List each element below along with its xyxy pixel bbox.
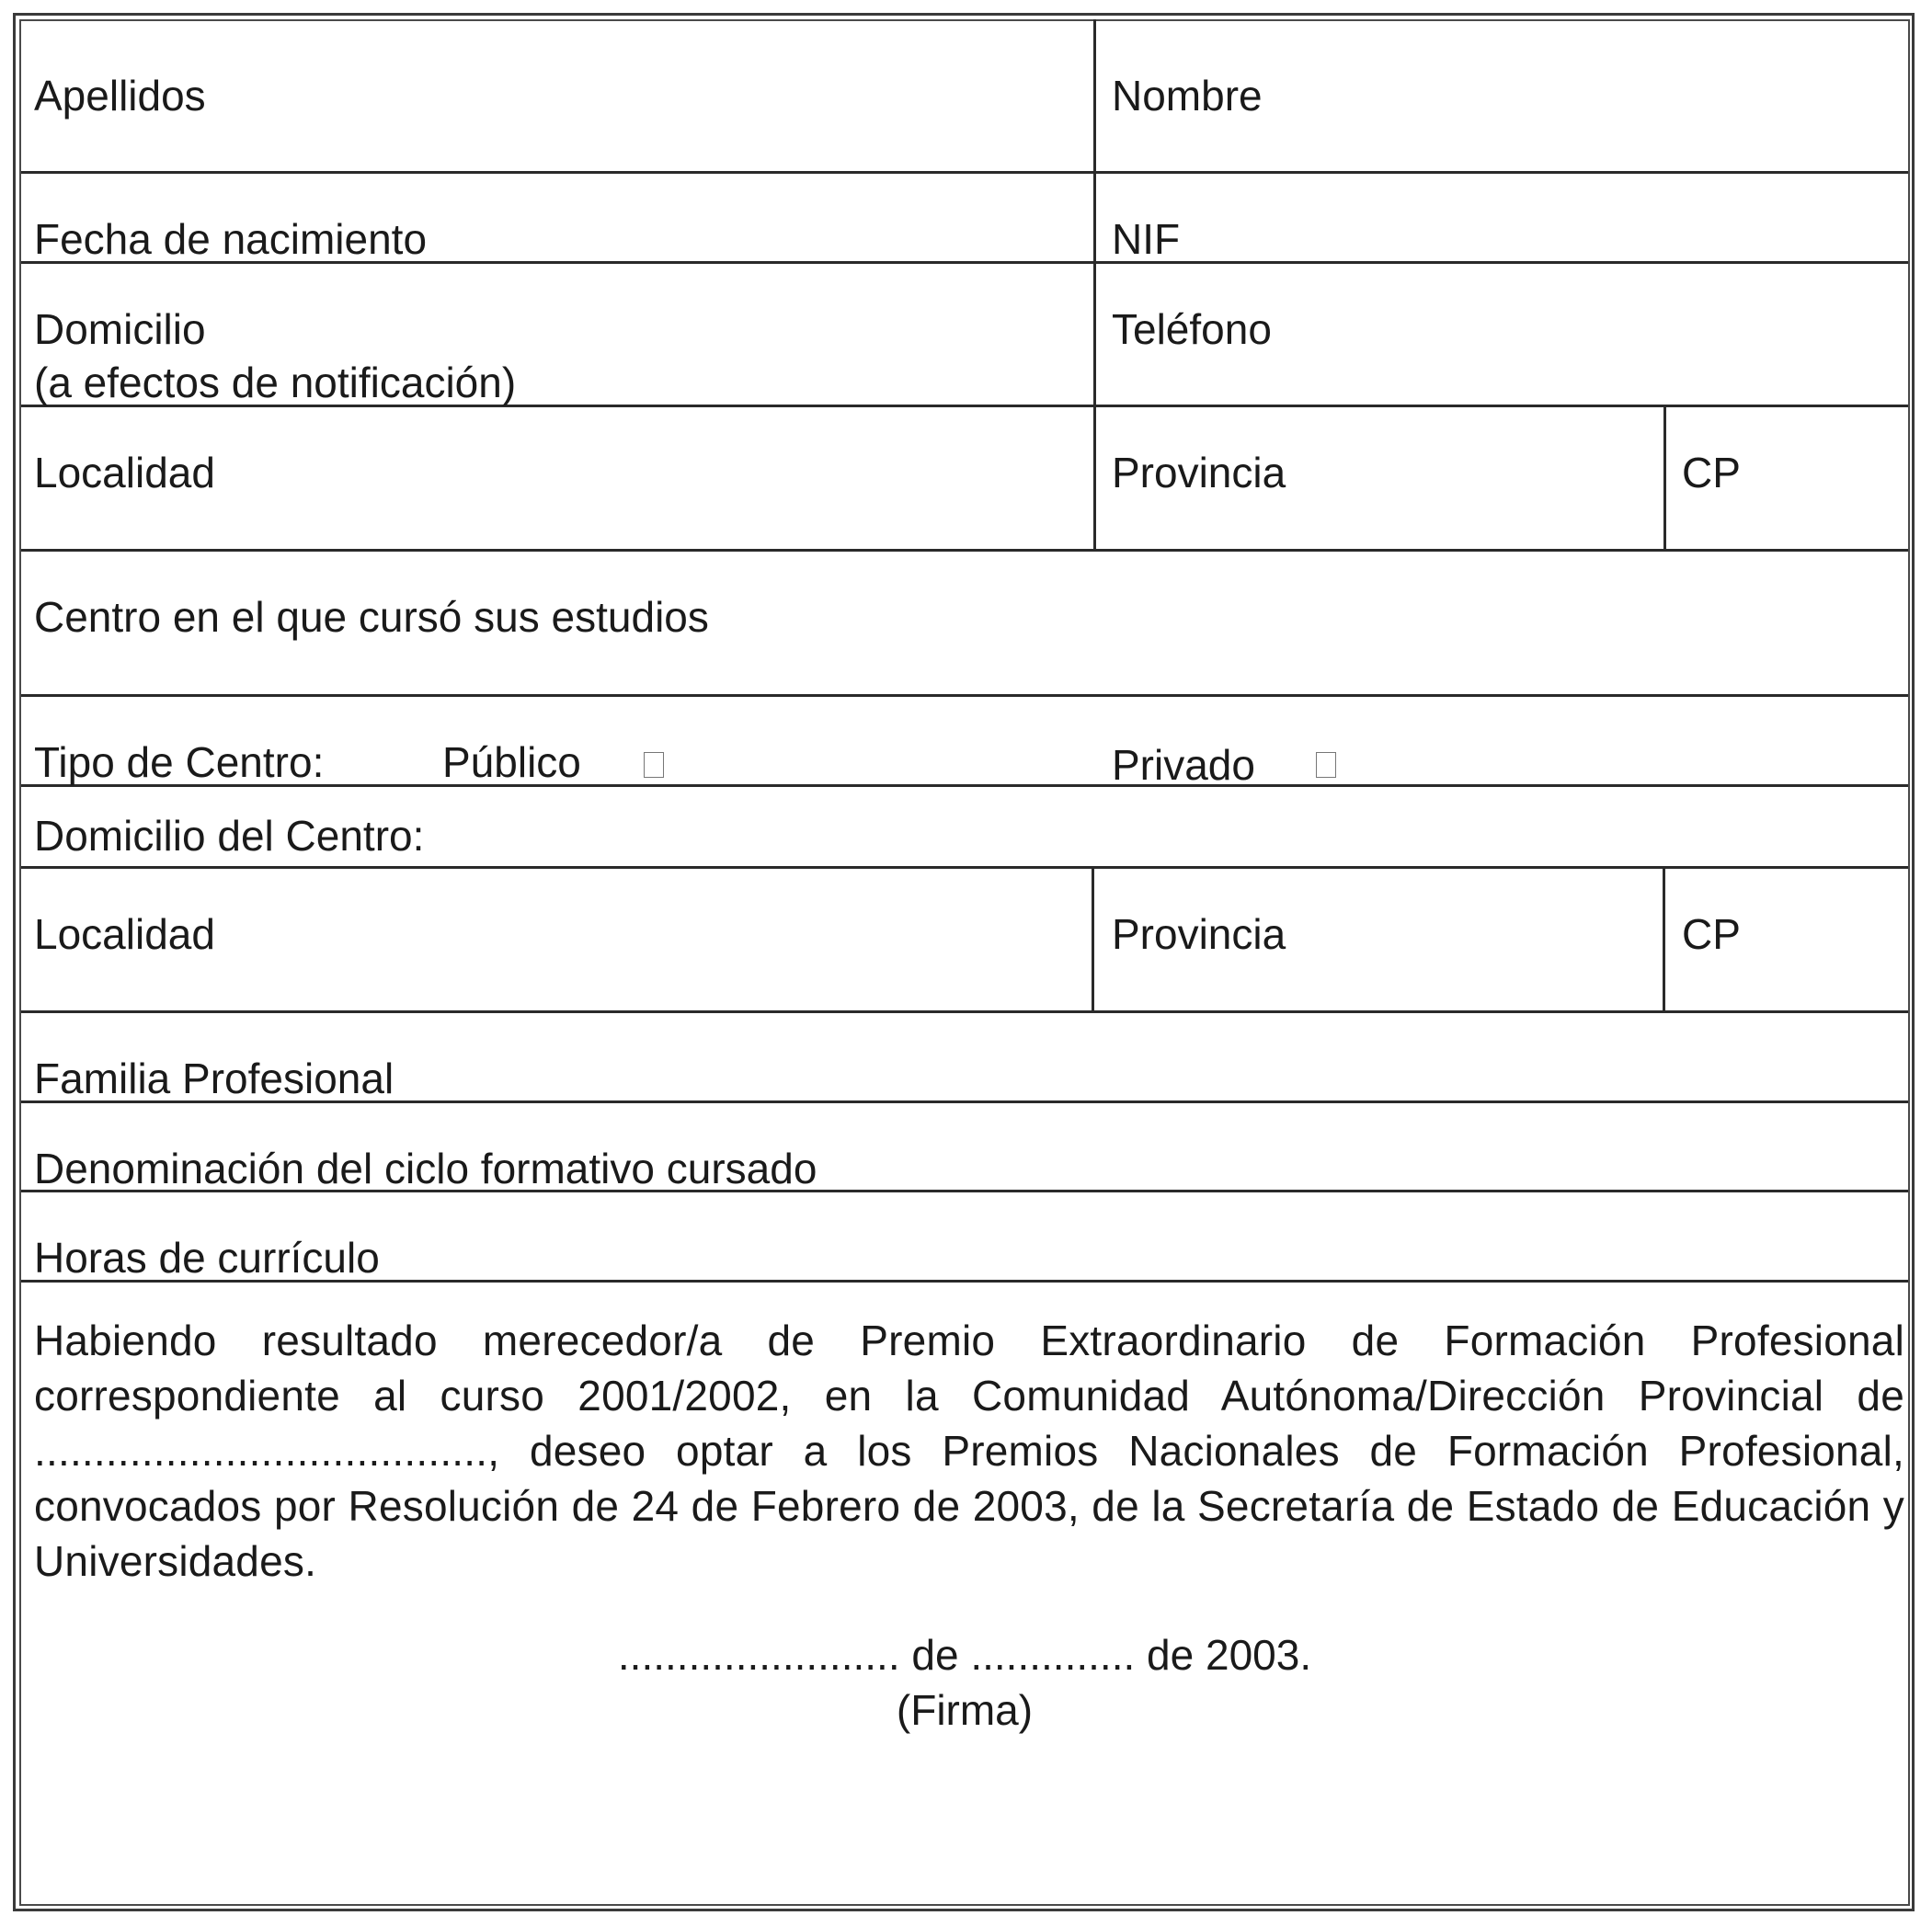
postal-code-label: CP (1682, 449, 1741, 496)
public-label: Público (442, 738, 581, 786)
school-locality-label: Localidad (34, 910, 215, 958)
birthdate-label: Fecha de nacimiento (34, 215, 428, 263)
school-type-label: Tipo de Centro: (34, 738, 325, 786)
date-line: ........................ de .............. de 2003. (617, 1631, 1312, 1679)
row-divider (21, 549, 1908, 552)
row-divider (21, 694, 1908, 697)
province-label: Provincia (1112, 449, 1286, 496)
address-label-line2: (a efectos de notificación) (34, 359, 517, 406)
signature-label: (Firma) (896, 1686, 1034, 1734)
column-divider (1093, 19, 1096, 550)
nif-label: NIF (1112, 215, 1181, 263)
public-checkbox[interactable] (644, 752, 664, 778)
school-province-label: Provincia (1112, 910, 1286, 958)
cycle-name-label: Denominación del ciclo formativo cursado (34, 1145, 817, 1192)
school-label: Centro en el que cursó sus estudios (34, 593, 709, 641)
locality-label: Localidad (34, 449, 215, 496)
phone-label: Teléfono (1112, 305, 1272, 353)
professional-family-label: Familia Profesional (34, 1055, 394, 1102)
address-label-line1: Domicilio (34, 305, 206, 353)
surname-label: Apellidos (34, 72, 206, 120)
private-checkbox[interactable] (1316, 752, 1336, 778)
form-inner-border (19, 19, 1910, 1906)
column-divider (1663, 405, 1666, 550)
private-label: Privado (1112, 741, 1255, 789)
column-divider (1092, 866, 1094, 1011)
curriculum-hours-label: Horas de currículo (34, 1234, 380, 1282)
column-divider (1663, 866, 1665, 1011)
row-divider (21, 1010, 1908, 1013)
school-postal-code-label: CP (1682, 910, 1741, 958)
row-divider (21, 171, 1908, 174)
declaration-text: Habiendo resultado merecedor/a de Premio Extraordinario de Formación Profesional correspondiente al curso 2001/2002, en la Comunidad Autónoma/Dirección Provincial de ......................................, deseo optar a los Premios Nacionales de Formación Profesional, convocados por Resolución de 24 de Febrero de 2003, de la Secretaría de Estado de Educación y Universidades. (34, 1317, 1904, 1585)
name-label: Nombre (1112, 72, 1263, 120)
school-address-label: Domicilio del Centro: (34, 812, 425, 860)
row-divider (21, 866, 1908, 869)
